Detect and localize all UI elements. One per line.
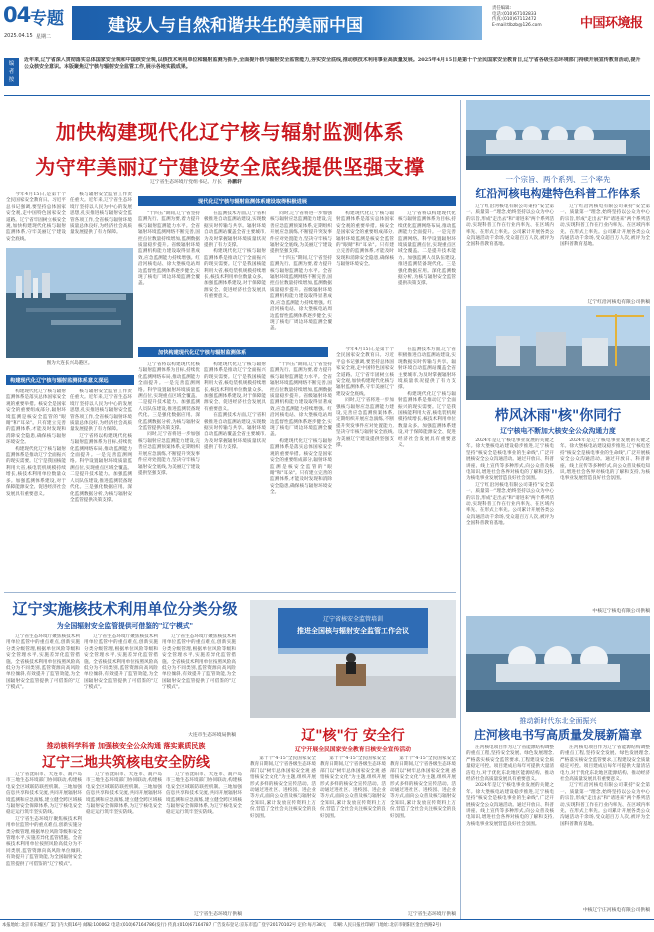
center-text-g — [204, 362, 266, 588]
paragraph: 2024年是辽宁核电事业发展的关键之年。徐大堡核电站建设稳步推进,辽宁核电坚持"核安全是核电事业的生命线",广泛开展核安全公众沟通活动。通过开放日、科普讲座、线上宣传等多种形式,向公众普及核电知识,增进社会各界对核电的了解和支持,为核电事业发展营造良好社会氛围。 — [466, 783, 554, 827]
paragraph: 在监测技术方面,辽宁省积极推进自动监测站建设,实现数据实时传输与共享。辐射环境自动监测站覆盖全省主要城市,为及时掌握辐射环境质量状况提供了有力支撑。 — [204, 413, 266, 451]
paragraph: 第十个"4·15"全民国家安全教育日期间,辽宁省各级生态环境部门以"树牢总体国家安全观 感悟核安全文化"为主题,组织开展形式多样的核安全宣传活动。活动通过进社区、进校园、进企业等方式,面向公众普及核与辐射安全知识,累计发放宣传资料上万份,营造了全社会关注核安全的良好氛围。 — [320, 756, 386, 819]
center-text-d — [336, 211, 394, 343]
paragraph: 构建现代化辽宁核与辐射监测体系是落实总体国家安全观的重要举措。核安全是国家安全的重要组成部分,辐射环境监测是核安全监管的"眼睛"和"耳朵"。只有建立完善的监测体系,才能及时发现和消除安全隐患,确保核与辐射环境安全。 — [336, 211, 394, 268]
left-bottom-source: 辽宁省生态环境厅供稿 — [194, 912, 242, 917]
paragraph: 构建现代化辽宁核与辐射监测体系是落实总体国家安全观的重要举措。核安全是国家安全的重要组成部分,辐射环境监测是核安全监管的"眼睛"和"耳朵"。只有建立完善的监测体系,才能及时发现和消除安全隐患,确保核与辐射环境安全。 — [6, 389, 66, 446]
nuclear-plant-illustration — [466, 100, 650, 170]
paragraph: "十四五"期间,辽宁省坚持监测先行、监测为要,着力提升核与辐射监测能力水平。全省辐射环境监测网络不断完善,国控点位数量持续增加,监测数据质量稳步提升。省级辐射环境监测机构能力建设取得显著成效,应急监测能力持续增强。红沿河核电站、徐大堡核电站周边监督性监测体系逐步健全,实现了核电厂周边环境监测全覆盖。 — [270, 255, 332, 332]
section-bar-title: 现代化辽宁核与辐射监测体系建设取得积极进展 — [198, 198, 307, 205]
intro-text — [6, 192, 66, 246]
left-bottom-text-a — [6, 772, 82, 910]
center-bottom-title: 辽"核"行 安全行 — [301, 728, 405, 744]
left-mid-title: 辽宁实施核技术利用单位分类分级 — [12, 600, 238, 618]
paragraph: 辽宁省沈阳市、大连市、葫芦岛市三地生态环境部门协同联动,构建核电安全区域联防联控机制。三地加强信息共享和技术交流,共同开展辐射环境监测和应急演练,建立健全跨区域核与辐射安全保障体系,为辽宁核电安全稳定运行筑牢坚实防线。 — [6, 772, 82, 816]
center-bottom-text-b — [320, 756, 386, 908]
main-headline — [10, 116, 450, 180]
paragraph: 第十个"4·15"全民国家安全教育日期间,辽宁省各级生态环境部门以"树牢总体国家安全观 感悟核安全文化"为主题,组织开展形式多样的核安全宣传活动。活动通过进社区、进校园、进企业等方式,面向公众普及核与辐射安全知识,累计发放宣传资料上万份,营造了全社会关注核安全的良好氛围。 — [250, 756, 316, 819]
screen-line1: 辽宁省核安全监管培训 — [322, 616, 383, 623]
paragraph: 在监测技术方面,辽宁省积极推进自动监测站建设,实现数据实时传输与共享。辐射环境自动监测站覆盖全省主要城市,为及时掌握辐射环境质量状况提供了有力支撑。 — [204, 211, 266, 249]
paragraph: 今年4月15日,是第十个全民国家安全教育日。习近平总书记强调,要坚持总体国家安全观,走中国特色国家安全道路。辽宁省牢固树立核安全观,加快构建现代化核与辐射监测体系,守牢美丽辽宁建设安全底线。 — [336, 347, 394, 397]
footer-address: 本报地址:北京市东城区广渠门内大街16号 邮编:100062 电话:(010)67164786(发行) 传真:(010)67164787 广告发布登记:京东市监广登字20170102号 定价:每月38元 — [2, 923, 326, 928]
left-col-text-2 — [70, 389, 132, 585]
mid-divider — [4, 592, 456, 593]
left-col-text — [6, 389, 66, 585]
right-bottom-text-a — [466, 745, 554, 905]
construction-site-illustration — [466, 306, 650, 400]
meeting-photo — [250, 600, 456, 718]
paragraph: 构建现代化辽宁核与辐射监测体系是推动辽宁全面振兴的现实需要。辽宁是我国核能利用大省,核电装机规模持续增长,核技术利用单位数量众多。加强监测体系建设,对于保障能源安全、促进经济社会发展具有重要意义。 — [398, 391, 456, 449]
center-text-e — [398, 211, 456, 343]
right-mid-text-b — [560, 438, 650, 606]
center-bottom-subtitle: 辽宁开展全民国家安全教育日核安全宣传活动 — [295, 747, 411, 753]
editor-note-text: 近年来,辽宁省深入贯彻落实总体国家安全观和中国核安全观,以核技术利用单位和辐射监测为抓手,全面提升核与辐射安全监管能力,夯实安全底线,推动核技术利用事业高质量发展。2025年4月15日是第十个全民国家安全教育日,辽宁省各级生态环境部门持续开展宣传教育活动,提升公众核安全意识。本版聚焦辽宁核与辐射安全监管工作,展示各地实践成果。 — [24, 57, 641, 71]
right-mid-text-a — [466, 438, 554, 606]
paragraph: 2024年是辽宁核电事业发展的关键之年。徐大堡核电站建设稳步推进,辽宁核电坚持"核安全是核电事业的生命线",广泛开展核安全公众沟通活动。通过开放日、科普讲座、线上宣传等多种形式,向公众普及核电知识,增进社会各界对核电的了解和支持,为核电事业发展营造良好社会氛围。 — [560, 438, 650, 482]
paragraph: 辽宁省将以构建现代化核与辐射监测体系为目标,持续优化监测网络布局,推动监测能力全面提升。一是完善监测网络。科学设置辐射环境质量监测点位,实现重点区域全覆盖。二是提升技术能力。加强监测人员队伍建设,推进监测装备现代化。三是强化数据应用。深化监测数据分析,为核与辐射安全监管提供决策支撑。 — [138, 362, 200, 432]
editor-note-char: 按 — [8, 77, 15, 83]
paragraph: 同时,辽宁省将进一步加强核与辐射应急监测能力建设,完善应急监测预案体系,定期组织开展应急演练,不断提升突发事件应对处置能力,坚决守牢核与辐射安全底线,为美丽辽宁建设提供坚强支撑。 — [336, 398, 394, 449]
nuclear-plant-illustration — [466, 616, 650, 712]
center-bottom-text-c — [390, 756, 456, 908]
center-text-i — [336, 347, 394, 588]
port-photo-illustration — [6, 248, 133, 358]
center-text-c — [270, 211, 332, 343]
photo-caption: 图为大连长兴岛港区。 — [46, 361, 93, 366]
masthead-logo: 中国环境报 — [580, 16, 643, 31]
paragraph: 辽宁省沈阳市、大连市、葫芦岛市三地生态环境部门协同联动,构建核电安全区域联防联控机制。三地加强信息共享和技术交流,共同开展辐射环境监测和应急演练,建立健全跨区域核与辐射安全保障体系,为辽宁核电安全稳定运行筑牢坚实防线。 — [166, 772, 242, 816]
right-top-kicker: 一个宗旨、两个系列、三个率先 — [505, 175, 611, 184]
paragraph: 庄河核电项目作为辽宁省能源结构调整的重点工程,坚持安全发展、绿色发展理念,严格落实核安全监管要求,工程建设安全质量稳定可控。项目建成后每年可提供大量清洁电力,对于优化东北地区能源结构、推动经济社会高质量发展具有重要意义。 — [466, 745, 554, 783]
paragraph: 核与辐射安全监管工作责任重大。近年来,辽宁省生态环境厅坚持以人民为中心的发展思想,扎实推进核与辐射安全监管各项工作,全省核与辐射环境质量总体良好,为经济社会高质量发展提供了有力保障。 — [70, 389, 132, 433]
editor-line: E-mail:tlbzb@126.com — [492, 22, 542, 28]
right-top-text-b — [560, 204, 650, 296]
right-mid-source: 中核辽宁核电有限公司供稿 — [592, 609, 650, 614]
paragraph: 在监测技术方面,辽宁省积极推进自动监测站建设,实现数据实时传输与共享。辐射环境自动监测站覆盖全省主要城市,为及时掌握辐射环境质量状况提供了有力支撑。 — [398, 347, 456, 391]
left-mid-source: 大连市生态环境局供稿 — [188, 733, 236, 738]
paragraph: 辽宁省生态环境厅聚焦核技术利用单位监管中的重点难点,创新实施分类分级管理,根据单位风险等级和安全管理水平,实施差异化监管措施。全省核技术利用单位按照风险高低分为不同类别,监管资源向高风险单位倾斜,有效提升了监管效能,为全国辐射安全监管提供了可借鉴的"辽宁模式"。 — [6, 634, 80, 691]
right-top-text-a — [466, 204, 554, 296]
right-mid-title: 栉风沐雨"核"你同行 — [494, 408, 622, 424]
footer-rule — [0, 919, 654, 920]
paragraph: 同时,辽宁省将进一步加强核与辐射应急监测能力建设,完善应急监测预案体系,定期组织开展应急演练,不断提升突发事件应对处置能力,坚决守牢核与辐射安全底线,为美丽辽宁建设提供坚强支撑。 — [138, 432, 200, 476]
editor-note-label — [4, 58, 19, 86]
editor-line: 电话:(010)67102833 — [492, 11, 537, 17]
headline-line2: 为守牢美丽辽宁建设安全底线提供坚强支撑 — [35, 155, 425, 179]
banner — [72, 6, 482, 40]
paragraph: "十四五"期间,辽宁省坚持监测先行、监测为要,着力提升核与辐射监测能力水平。全省辐射环境监测网络不断完善,国控点位数量持续增加,监测数据质量稳步提升。省级辐射环境监测机构能力建设取得显著成效,应急监测能力持续增强。红沿河核电站、徐大堡核电站周边监督性监测体系逐步健全,实现了核电厂周边环境监测全覆盖。 — [138, 211, 200, 287]
paragraph: 辽宁省生态环境厅聚焦核技术利用单位监管中的重点难点,创新实施分类分级管理,根据单位风险等级和安全管理水平,实施差异化监管措施。全省核技术利用单位按照风险高低分为不同类别,监管资源向高风险单位倾斜,有效提升了监管效能,为全国辐射安全监管提供了可借鉴的"辽宁模式"。 — [162, 634, 236, 691]
hongyanhe-photo — [466, 100, 650, 170]
xudabao-photo — [466, 306, 650, 400]
paragraph: 辽宁省沈阳市、大连市、葫芦岛市三地生态环境部门协同联动,构建核电安全区域联防联控机制。三地加强信息共享和技术交流,共同开展辐射环境监测和应急演练,建立健全跨区域核与辐射安全保障体系,为辽宁核电安全稳定运行筑牢坚实防线。 — [86, 772, 162, 816]
left-mid-text-a — [6, 634, 80, 734]
right-bottom-text-b — [560, 745, 650, 905]
center-bottom-source: 辽宁省生态环境厅供稿 — [408, 912, 456, 917]
right-bottom-title: 庄河核电书写高质量发展新篇章 — [473, 728, 642, 742]
editor-info — [492, 6, 572, 28]
section-bar-title: 加快构建现代化辽宁核与辐射监测体系 — [158, 349, 247, 356]
paragraph: 2024年是辽宁核电事业发展的关键之年。徐大堡核电站建设稳步推进,辽宁核电坚持"核安全是核电事业的生命线",广泛开展核安全公众沟通活动。通过开放日、科普讲座、线上宣传等多种形式,向公众普及核电知识,增进社会各界对核电的了解和支持,为核电事业发展营造良好社会氛围。 — [466, 438, 554, 482]
intro-paragraph: 核与辐射安全监管工作责任重大。近年来,辽宁省生态环境厅坚持以人民为中心的发展思想,扎实推进核与辐射安全监管各项工作,全省核与辐射环境质量总体良好,为经济社会高质量发展提供了有力保障。 — [70, 192, 132, 236]
issue-weekday: 星期二 — [36, 34, 52, 40]
footer-printer: 印刷:人民日报社印刷厂(地址:北京市朝阳区金台西路2号) — [333, 923, 442, 928]
left-bottom-kicker: 推动核科学科普 加强核安全公众沟通 落实素质民族 — [46, 741, 206, 750]
byline-author: 孙鹏轩 — [227, 180, 242, 185]
paragraph: 第十个"4·15"全民国家安全教育日期间,辽宁省各级生态环境部门以"树牢总体国家安全观 感悟核安全文化"为主题,组织开展形式多样的核安全宣传活动。活动通过进社区、进校园、进企业等方式,面向公众普及核与辐射安全知识,累计发放宣传资料上万份,营造了全社会关注核安全的良好氛围。 — [390, 756, 456, 819]
left-bottom-text-c — [166, 772, 242, 910]
paragraph: 辽宁红沿河核电有限公司秉持"安全第一、质量第一"理念,始终坚持以公众为中心的宗旨,形成"走出去"和"请进来"两个系列活动,实现科普工作在行业内率先、在区域内率先、在形式上率先。公司累计开展各类公众沟通活动千余场,受众超百万人次,被评为全国科普教育基地。 — [560, 204, 650, 248]
paragraph: 辽宁红沿河核电有限公司秉持"安全第一、质量第一"理念,始终坚持以公众为中心的宗旨,形成"走出去"和"请进来"两个系列活动,实现科普工作在行业内率先、在区域内率先、在形式上率先。公司累计开展各类公众沟通活动千余场,受众超百万人次,被评为全国科普教育基地。 — [466, 204, 554, 248]
left-mid-text-b — [84, 634, 158, 734]
headline-byline — [150, 178, 450, 185]
paragraph: 同时,辽宁省将进一步加强核与辐射应急监测能力建设,完善应急监测预案体系,定期组织开展应急演练,不断提升突发事件应对处置能力,坚决守牢核与辐射安全底线,为美丽辽宁建设提供坚强支撑。 — [270, 211, 332, 255]
intro-text-2 — [70, 192, 132, 248]
paragraph: 辽宁省生态环境厅聚焦核技术利用单位监管中的重点难点,创新实施分类分级管理,根据单位风险等级和安全管理水平,实施差异化监管措施。全省核技术利用单位按照风险高低分为不同类别,监管资源向高风险单位倾斜,有效提升了监管效能,为全国辐射安全监管提供了可借鉴的"辽宁模式"。 — [84, 634, 158, 691]
banner-title: 建设人与自然和谐共生的美丽中国 — [108, 16, 363, 36]
paragraph: 庄河核电项目作为辽宁省能源结构调整的重点工程,坚持安全发展、绿色发展理念,严格落实核安全监管要求,工程建设安全质量稳定可控。项目建成后每年可提供大量清洁电力,对于优化东北地区能源结构、推动经济社会高质量发展具有重要意义。 — [560, 745, 650, 783]
center-text-b — [204, 211, 266, 343]
paragraph: "十四五"期间,辽宁省坚持监测先行、监测为要,着力提升核与辐射监测能力水平。全省辐射环境监测网络不断完善,国控点位数量持续增加,监测数据质量稳步提升。省级辐射环境监测机构能力建设取得显著成效,应急监测能力持续增强。红沿河核电站、徐大堡核电站周边监督性监测体系逐步健全,实现了核电厂周边环境监测全覆盖。 — [270, 362, 332, 438]
headline-line1: 加快构建现代化辽宁核与辐射监测体系 — [55, 120, 405, 144]
editor-note-char: 编 — [8, 61, 15, 67]
right-column-rule — [460, 100, 461, 920]
center-bottom-text-a — [250, 756, 316, 908]
byline-title: 辽宁省生态环境厅党组书记、厅长 — [150, 180, 222, 185]
center-text-j — [398, 347, 456, 588]
left-bottom-title: 辽宁三地共筑核电安全防线 — [42, 755, 210, 771]
paragraph: 构建现代化辽宁核与辐射监测体系是推动辽宁全面振兴的现实需要。辽宁是我国核能利用大省,核电装机规模持续增长,核技术利用单位数量众多。加强监测体系建设,对于保障能源安全、促进经济社会发展具有重要意义。 — [204, 249, 266, 300]
zhuanghe-photo — [466, 616, 650, 712]
page-number: 04 — [3, 3, 31, 27]
right-top-source: 辽宁红沿河核电有限公司供稿 — [587, 300, 650, 305]
paragraph: 构建现代化辽宁核与辐射监测体系是落实总体国家安全观的重要举措。核安全是国家安全的重要组成部分,辐射环境监测是核安全监管的"眼睛"和"耳朵"。只有建立完善的监测体系,才能及时发现和消除安全隐患,确保核与辐射环境安全。 — [270, 438, 332, 496]
section-bar-2 — [138, 347, 328, 357]
right-bottom-kicker: 推动新时代东北全面振兴 — [519, 717, 597, 725]
center-text-h — [270, 362, 332, 588]
issue-date: 2025.04.15 — [4, 33, 33, 39]
footer — [2, 922, 652, 931]
editor-note — [0, 54, 654, 92]
editor-note-char: 者 — [8, 69, 15, 75]
paragraph: 辽宁省将以构建现代化核与辐射监测体系为目标,持续优化监测网络布局,推动监测能力全面提升。一是完善监测网络。科学设置辐射环境质量监测点位,实现重点区域全覆盖。二是提升技术能力。加强监测人员队伍建设,推进监测装备现代化。三是强化数据应用。深化监测数据分析,为核与辐射安全监管提供决策支撑。 — [70, 433, 132, 503]
section-bar-left — [6, 375, 134, 385]
screen-line2: 推进全国核与辐射安全监管工作会议 — [297, 626, 409, 635]
paragraph: 辽宁省生态环境厅聚焦核技术利用单位监管中的重点难点,创新实施分类分级管理,根据单位风险等级和安全管理水平,实施差异化监管措施。全省核技术利用单位按照风险高低分为不同类别,监管资源向高风险单位倾斜,有效提升了监管效能,为全国辐射安全监管提供了可借鉴的"辽宁模式"。 — [6, 816, 82, 867]
editor-line: 传真:(010)67112472 — [492, 17, 537, 23]
center-text-f — [138, 362, 200, 588]
editor-line: 责任编辑: — [492, 6, 512, 11]
left-mid-text-c — [162, 634, 236, 730]
paragraph: 构建现代化辽宁核与辐射监测体系是推动辽宁全面振兴的现实需要。辽宁是我国核能利用大省,核电装机规模持续增长,核技术利用单位数量众多。加强监测体系建设,对于保障能源安全、促进经济社会发展具有重要意义。 — [6, 446, 66, 497]
paragraph: 辽宁省将以构建现代化核与辐射监测体系为目标,持续优化监测网络布局,推动监测能力全面提升。一是完善监测网络。科学设置辐射环境质量监测点位,实现重点区域全覆盖。二是提升技术能力。加强监测人员队伍建设,推进监测装备现代化。三是强化数据应用。深化监测数据分析,为核与辐射安全监管提供决策支撑。 — [398, 211, 456, 287]
intro-paragraph: 今年4月15日,是第十个全民国家安全教育日。习近平总书记强调,要坚持总体国家安全观,走中国特色国家安全道路。辽宁省牢固树立核安全观,加快构建现代化核与辐射监测体系,守牢美丽辽宁建设安全底线。 — [6, 192, 66, 242]
left-mid-subtitle: 为全国辐射安全监管提供可借鉴的"辽宁模式" — [56, 622, 194, 630]
right-mid-subtitle: 辽宁核电不断加大核安全公众沟通力度 — [500, 427, 616, 435]
section-bar-title: 构建现代化辽宁核与辐射监测体系意义深远 — [10, 377, 109, 384]
right-bottom-source: 中核辽宁庄河核电有限公司供稿 — [582, 908, 650, 913]
paragraph: 辽宁红沿河核电有限公司秉持"安全第一、质量第一"理念,始终坚持以公众为中心的宗旨,形成"走出去"和"请进来"两个系列活动,实现科普工作在行业内率先、在区域内率先、在形式上率先。公司累计开展各类公众沟通活动千余场,受众超百万人次,被评为全国科普教育基地。 — [560, 783, 650, 827]
center-text-a — [138, 211, 200, 343]
paragraph: 构建现代化辽宁核与辐射监测体系是推动辽宁全面振兴的现实需要。辽宁是我国核能利用大省,核电装机规模持续增长,核技术利用单位数量众多。加强监测体系建设,对于保障能源安全、促进经济社会发展具有重要意义。 — [204, 362, 266, 412]
port-photo — [6, 248, 133, 358]
paragraph: 辽宁红沿河核电有限公司秉持"安全第一、质量第一"理念,始终坚持以公众为中心的宗旨,形成"走出去"和"请进来"两个系列活动,实现科普工作在行业内率先、在区域内率先、在形式上率先。公司累计开展各类公众沟通活动千余场,受众超百万人次,被评为全国科普教育基地。 — [466, 482, 554, 527]
left-bottom-text-b — [86, 772, 162, 910]
right-top-title: 红沿河核电构建特色科普工作体系 — [475, 187, 641, 200]
section-label: 专题 — [30, 9, 64, 29]
divider — [4, 95, 650, 96]
section-bar-1 — [138, 196, 456, 206]
